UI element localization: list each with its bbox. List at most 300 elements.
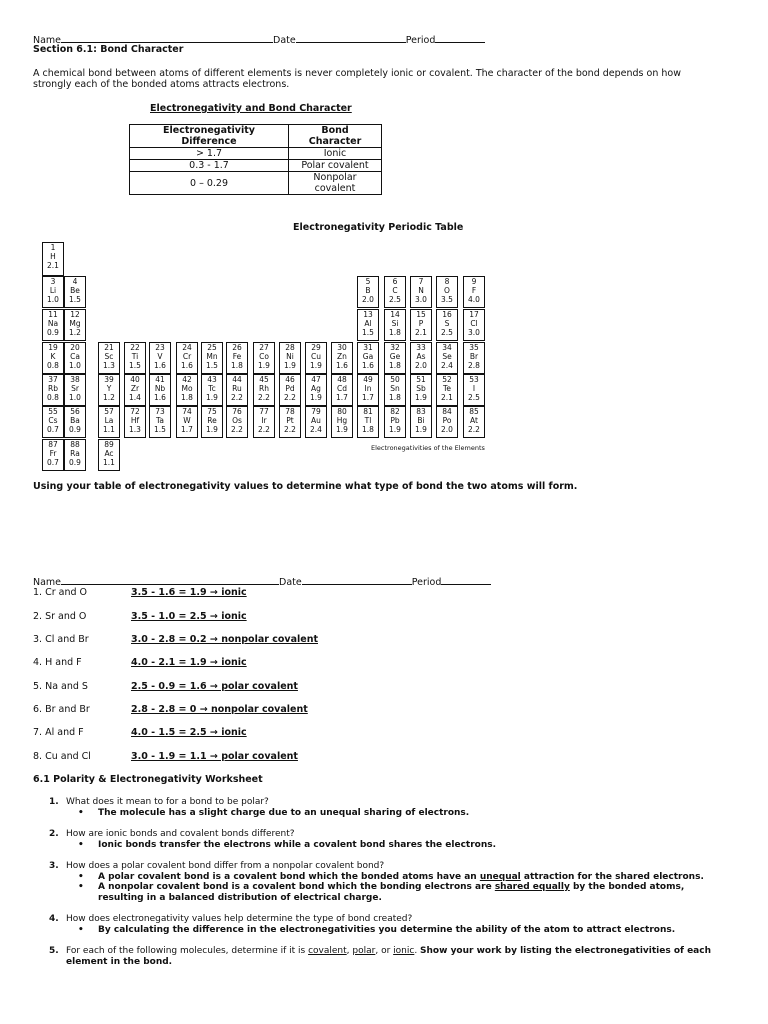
atomic-number: 45 [259, 375, 269, 384]
element-cell [279, 342, 301, 374]
electronegativity-value: 2.0 [362, 295, 374, 304]
element-symbol: Se [442, 352, 452, 361]
element-cell [410, 406, 432, 438]
atomic-number: 31 [363, 343, 373, 352]
intro-line-1: A chemical bond between atoms of different elements is never completely ionic or covalent. The character of the bond depends on how [33, 68, 681, 79]
atomic-number: 7 [418, 277, 424, 286]
element-cell [331, 374, 353, 406]
element-symbol: Si [391, 319, 399, 328]
answer-pair-label: 1. Cr and O [33, 587, 88, 598]
atomic-number: 33 [416, 343, 426, 352]
atomic-number: 82 [390, 407, 400, 416]
element-symbol: At [470, 416, 478, 425]
element-cell [98, 374, 120, 406]
answer-pair-label: 4. H and F [33, 657, 82, 668]
element-cell [64, 439, 86, 471]
atomic-number: 79 [311, 407, 321, 416]
electronegativity-value: 1.3 [103, 361, 115, 370]
period-blank [441, 575, 491, 585]
element-cell [201, 406, 223, 438]
element-cell [64, 309, 86, 341]
element-cell [410, 276, 432, 308]
element-cell [42, 374, 64, 406]
atomic-number: 3 [50, 277, 56, 286]
element-symbol: Sr [71, 384, 79, 393]
element-cell [357, 374, 379, 406]
atomic-number: 35 [469, 343, 479, 352]
electronegativity-value: 0.8 [47, 393, 59, 402]
element-cell [42, 309, 64, 341]
element-cell [149, 406, 171, 438]
bond-character-table [129, 124, 382, 195]
electronegativity-value: 2.5 [441, 328, 453, 337]
element-cell [384, 374, 406, 406]
period-label: Period [405, 35, 436, 46]
table-row [130, 160, 382, 172]
period-label: Period [411, 577, 442, 588]
answer-work: 3.5 - 1.0 = 2.5 → ionic [131, 611, 247, 622]
element-cell [357, 276, 379, 308]
electronegativity-value: 1.9 [284, 361, 296, 370]
element-symbol: V [157, 352, 163, 361]
element-cell [124, 406, 146, 438]
element-cell [201, 342, 223, 374]
element-symbol: Pd [285, 384, 295, 393]
element-symbol: Cd [337, 384, 347, 393]
atomic-number: 11 [48, 310, 58, 319]
element-symbol: Ru [232, 384, 242, 393]
atomic-number: 73 [155, 407, 165, 416]
element-cell [357, 406, 379, 438]
element-cell [436, 374, 458, 406]
electronegativity-value: 0.7 [47, 425, 59, 434]
electronegativity-value: 3.0 [415, 295, 427, 304]
element-cell [463, 309, 485, 341]
electronegativity-value: 2.2 [284, 425, 296, 434]
electronegativity-value: 0.8 [47, 361, 59, 370]
atomic-number: 17 [469, 310, 479, 319]
atomic-number: 49 [363, 375, 373, 384]
element-cell [305, 374, 327, 406]
element-cell [176, 406, 198, 438]
electronegativity-value: 1.1 [103, 425, 115, 434]
electronegativity-value: 2.0 [441, 425, 453, 434]
electronegativity-value: 2.2 [468, 425, 480, 434]
electronegativity-value: 1.9 [206, 425, 218, 434]
element-symbol: O [444, 286, 450, 295]
electronegativity-value: 1.2 [103, 393, 115, 402]
electronegativity-value: 2.5 [468, 393, 480, 402]
element-cell [253, 406, 275, 438]
atomic-number: 75 [207, 407, 217, 416]
element-cell [410, 374, 432, 406]
electronegativity-value: 1.9 [310, 393, 322, 402]
table-row [130, 148, 382, 160]
header-name-row-2 [33, 575, 491, 588]
atomic-number: 55 [48, 407, 58, 416]
electronegativity-value: 1.9 [415, 425, 427, 434]
element-symbol: Be [70, 286, 80, 295]
element-symbol: As [416, 352, 426, 361]
electronegativity-value: 1.6 [154, 393, 166, 402]
element-cell [357, 309, 379, 341]
element-cell [279, 374, 301, 406]
electronegativity-value: 2.2 [258, 425, 270, 434]
element-symbol: B [365, 286, 371, 295]
electronegativity-value: 1.8 [362, 425, 374, 434]
atomic-number: 80 [337, 407, 347, 416]
answer-work: 4.0 - 2.1 = 1.9 → ionic [131, 657, 247, 668]
element-symbol: Hg [336, 416, 348, 425]
element-symbol: Ge [389, 352, 401, 361]
answer-work: 2.8 - 2.8 = 0 → nonpolar covalent [131, 704, 308, 715]
atomic-number: 4 [72, 277, 78, 286]
element-symbol: Ac [104, 449, 114, 458]
element-cell [384, 342, 406, 374]
name-label: Name [33, 35, 62, 46]
answer-pair-label: 8. Cu and Cl [33, 751, 91, 762]
electronegativity-value: 1.9 [415, 393, 427, 402]
periodic-caption: Electronegativities of the Elements [371, 444, 485, 452]
answer-work: 4.0 - 1.5 = 2.5 → ionic [131, 727, 247, 738]
atomic-number: 43 [207, 375, 217, 384]
electronegativity-value: 2.8 [468, 361, 480, 370]
electronegativity-value: 1.7 [362, 393, 374, 402]
element-cell [253, 342, 275, 374]
element-symbol: Ir [261, 416, 267, 425]
table-cell: Nonpolar covalent [289, 172, 382, 195]
electronegativity-value: 0.7 [47, 458, 59, 467]
electronegativity-value: 4.0 [468, 295, 480, 304]
element-cell [64, 276, 86, 308]
electronegativity-value: 1.5 [206, 361, 218, 370]
atomic-number: 85 [469, 407, 479, 416]
atomic-number: 44 [232, 375, 242, 384]
element-symbol: Cr [182, 352, 192, 361]
element-cell [98, 406, 120, 438]
element-symbol: Ti [131, 352, 139, 361]
electronegativity-value: 3.5 [441, 295, 453, 304]
element-cell [64, 406, 86, 438]
atomic-number: 53 [469, 375, 479, 384]
atomic-number: 9 [471, 277, 477, 286]
table-cell: Ionic [289, 148, 382, 160]
element-symbol: Au [311, 416, 321, 425]
atomic-number: 46 [285, 375, 295, 384]
electronegativity-value: 2.2 [231, 393, 243, 402]
atomic-number: 38 [70, 375, 80, 384]
element-cell [384, 276, 406, 308]
element-symbol: Pt [286, 416, 294, 425]
atomic-number: 52 [442, 375, 452, 384]
answer-pair-label: 2. Sr and O [33, 611, 87, 622]
element-cell [42, 406, 64, 438]
worksheet-title: 6.1 Polarity & Electronegativity Worksheet [33, 774, 263, 785]
element-cell [42, 342, 64, 374]
element-cell [305, 406, 327, 438]
atomic-number: 30 [337, 343, 347, 352]
name-label: Name [33, 577, 62, 588]
electronegativity-value: 2.1 [415, 328, 427, 337]
atomic-number: 76 [232, 407, 242, 416]
element-symbol: Zn [337, 352, 347, 361]
atomic-number: 24 [182, 343, 192, 352]
element-cell [149, 374, 171, 406]
electronegativity-value: 1.6 [362, 361, 374, 370]
electronegativity-value: 1.5 [69, 295, 81, 304]
atomic-number: 22 [130, 343, 140, 352]
name-blank [61, 33, 273, 43]
table-cell: 0 – 0.29 [130, 172, 289, 195]
element-cell [279, 406, 301, 438]
atomic-number: 32 [390, 343, 400, 352]
element-cell [436, 406, 458, 438]
table-cell: Polar covalent [289, 160, 382, 172]
element-cell [436, 342, 458, 374]
element-cell [463, 406, 485, 438]
element-cell [42, 276, 64, 308]
electronegativity-value: 1.9 [389, 425, 401, 434]
electronegativity-value: 1.9 [258, 361, 270, 370]
element-symbol: Na [47, 319, 59, 328]
atomic-number: 1 [50, 243, 56, 252]
element-cell [410, 309, 432, 341]
element-symbol: Br [469, 352, 479, 361]
atomic-number: 51 [416, 375, 426, 384]
element-symbol: Sc [104, 352, 114, 361]
element-symbol: Tl [364, 416, 372, 425]
atomic-number: 89 [104, 440, 114, 449]
electronegativity-value: 1.7 [336, 393, 348, 402]
atomic-number: 14 [390, 310, 400, 319]
atomic-number: 16 [442, 310, 452, 319]
electronegativity-value: 1.8 [389, 361, 401, 370]
element-symbol: N [418, 286, 424, 295]
electronegativity-value: 2.2 [258, 393, 270, 402]
element-symbol: Tc [208, 384, 216, 393]
element-symbol: Co [259, 352, 269, 361]
element-symbol: K [50, 352, 56, 361]
atomic-number: 78 [285, 407, 295, 416]
atomic-number: 29 [311, 343, 321, 352]
element-symbol: Al [364, 319, 372, 328]
answer-pair-label: 5. Na and S [33, 681, 88, 692]
element-symbol: Ba [70, 416, 80, 425]
table-cell: > 1.7 [130, 148, 289, 160]
atomic-number: 23 [155, 343, 165, 352]
element-cell [226, 342, 248, 374]
atomic-number: 81 [363, 407, 373, 416]
table-header-difference: Electronegativity Difference [130, 125, 289, 148]
element-symbol: H [50, 252, 56, 261]
element-cell [463, 374, 485, 406]
electronegativity-value: 1.8 [181, 393, 193, 402]
atomic-number: 15 [416, 310, 426, 319]
electronegativity-value: 1.1 [103, 458, 115, 467]
electronegativity-value: 0.9 [69, 425, 81, 434]
element-cell [176, 374, 198, 406]
element-symbol: Po [442, 416, 452, 425]
answer-work: 3.0 - 1.9 = 1.1 → polar covalent [131, 751, 298, 762]
period-blank [435, 33, 485, 43]
element-symbol: Ca [70, 352, 80, 361]
atomic-number: 34 [442, 343, 452, 352]
electronegativity-value: 1.8 [231, 361, 243, 370]
element-cell [436, 309, 458, 341]
element-symbol: Cl [470, 319, 478, 328]
element-symbol: Cu [311, 352, 321, 361]
electronegativity-value: 1.0 [69, 393, 81, 402]
electronegativity-value: 1.6 [336, 361, 348, 370]
electronegativity-value: 2.2 [231, 425, 243, 434]
element-cell [42, 242, 64, 276]
element-symbol: Ga [362, 352, 374, 361]
atomic-number: 5 [365, 277, 371, 286]
element-symbol: C [392, 286, 398, 295]
element-cell [463, 276, 485, 308]
atomic-number: 87 [48, 440, 58, 449]
element-cell [384, 406, 406, 438]
element-symbol: Y [106, 384, 112, 393]
electronegativity-value: 1.9 [310, 361, 322, 370]
electronegativity-value: 0.9 [47, 328, 59, 337]
electronegativity-value: 1.4 [129, 393, 141, 402]
electronegativity-value: 1.0 [47, 295, 59, 304]
element-symbol: Li [49, 286, 57, 295]
electronegativity-value: 2.0 [415, 361, 427, 370]
answer-pair-label: 7. Al and F [33, 727, 84, 738]
atomic-number: 72 [130, 407, 140, 416]
answer-work: 3.5 - 1.6 = 1.9 → ionic [131, 587, 247, 598]
atomic-number: 21 [104, 343, 114, 352]
electronegativity-value: 1.6 [154, 361, 166, 370]
atomic-number: 25 [207, 343, 217, 352]
electronegativity-value: 1.6 [181, 361, 193, 370]
electronegativity-value: 1.7 [181, 425, 193, 434]
electronegativity-value: 2.4 [310, 425, 322, 434]
element-cell [463, 342, 485, 374]
element-symbol: Fr [49, 449, 57, 458]
electronegativity-value: 3.0 [468, 328, 480, 337]
atomic-number: 40 [130, 375, 140, 384]
electronegativity-value: 2.5 [389, 295, 401, 304]
element-symbol: Ni [286, 352, 294, 361]
element-symbol: Fe [232, 352, 242, 361]
element-symbol: Os [232, 416, 242, 425]
element-symbol: Ra [70, 449, 80, 458]
atomic-number: 8 [444, 277, 450, 286]
element-symbol: Mg [69, 319, 81, 328]
atomic-number: 41 [155, 375, 165, 384]
atomic-number: 74 [182, 407, 192, 416]
element-cell [176, 342, 198, 374]
element-cell [64, 342, 86, 374]
atomic-number: 12 [70, 310, 80, 319]
element-symbol: Te [443, 384, 451, 393]
element-symbol: Rh [259, 384, 269, 393]
element-symbol: W [183, 416, 191, 425]
table-title: Electronegativity and Bond Character [150, 103, 352, 114]
table-header-character: Bond Character [289, 125, 382, 148]
element-symbol: In [364, 384, 372, 393]
element-symbol: Sb [416, 384, 426, 393]
electronegativity-value: 2.4 [441, 361, 453, 370]
electronegativity-value: 1.5 [362, 328, 374, 337]
element-cell [331, 406, 353, 438]
element-cell [124, 374, 146, 406]
element-cell [149, 342, 171, 374]
periodic-table-title: Electronegativity Periodic Table [293, 222, 464, 233]
atomic-number: 56 [70, 407, 80, 416]
atomic-number: 84 [442, 407, 452, 416]
element-symbol: Nb [154, 384, 166, 393]
element-cell [98, 439, 120, 471]
element-symbol: Mo [181, 384, 193, 393]
atomic-number: 77 [259, 407, 269, 416]
atomic-number: 83 [416, 407, 426, 416]
element-symbol: Hf [130, 416, 140, 425]
element-cell [124, 342, 146, 374]
electronegativity-value: 1.8 [389, 328, 401, 337]
element-symbol: F [471, 286, 477, 295]
answer-work: 3.0 - 2.8 = 0.2 → nonpolar covalent [131, 634, 318, 645]
electronegativity-value: 1.2 [69, 328, 81, 337]
atomic-number: 42 [182, 375, 192, 384]
element-cell [98, 342, 120, 374]
atomic-number: 57 [104, 407, 114, 416]
atomic-number: 19 [48, 343, 58, 352]
instruction-text: Using your table of electronegativity values to determine what type of bond the two atoms will form. [33, 481, 578, 492]
element-cell [384, 309, 406, 341]
electronegativity-value: 2.2 [284, 393, 296, 402]
atomic-number: 39 [104, 375, 114, 384]
atomic-number: 26 [232, 343, 242, 352]
element-symbol: Ag [311, 384, 321, 393]
date-blank [302, 575, 412, 585]
electronegativity-value: 1.5 [129, 361, 141, 370]
date-label: Date [273, 35, 296, 46]
atomic-number: 20 [70, 343, 80, 352]
intro-line-2: strongly each of the bonded atoms attracts electrons. [33, 79, 290, 90]
element-symbol: P [418, 319, 424, 328]
table-row [130, 172, 382, 195]
element-symbol: Zr [130, 384, 140, 393]
element-symbol: I [472, 384, 476, 393]
answer-pair-label: 6. Br and Br [33, 704, 90, 715]
section-title: Section 6.1: Bond Character [33, 44, 184, 55]
electronegativity-value: 1.5 [154, 425, 166, 434]
element-cell [226, 374, 248, 406]
atomic-number: 13 [363, 310, 373, 319]
atomic-number: 6 [392, 277, 398, 286]
element-cell [305, 342, 327, 374]
atomic-number: 37 [48, 375, 58, 384]
element-cell [226, 406, 248, 438]
element-symbol: Re [207, 416, 217, 425]
date-label: Date [279, 577, 302, 588]
table-cell: 0.3 - 1.7 [130, 160, 289, 172]
element-symbol: Ta [156, 416, 164, 425]
electronegativity-value: 2.1 [441, 393, 453, 402]
element-cell [436, 276, 458, 308]
atomic-number: 88 [70, 440, 80, 449]
element-cell [331, 342, 353, 374]
element-symbol: Mn [206, 352, 218, 361]
atomic-number: 28 [285, 343, 295, 352]
atomic-number: 27 [259, 343, 269, 352]
element-symbol: Bi [417, 416, 425, 425]
date-blank [296, 33, 406, 43]
